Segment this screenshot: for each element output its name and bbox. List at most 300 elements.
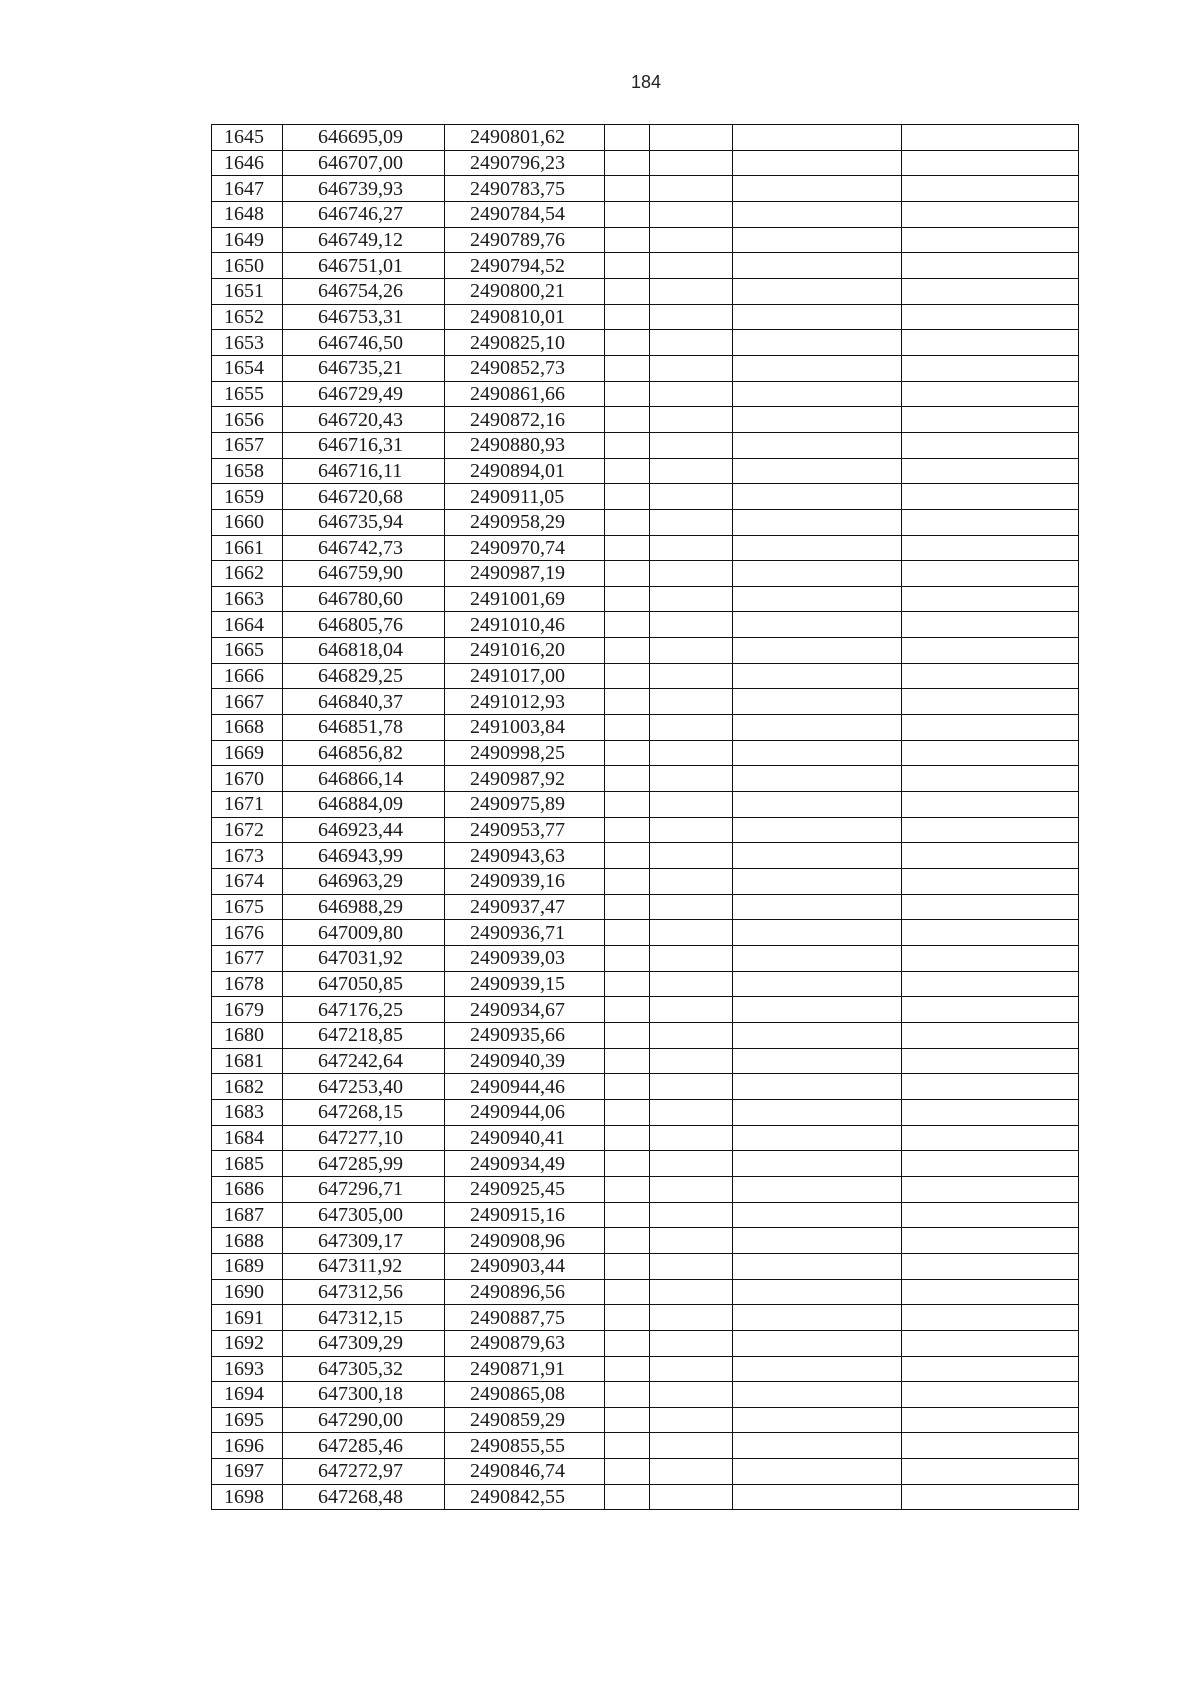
empty-cell xyxy=(605,458,650,484)
y-coordinate-cell: 2490880,93 xyxy=(445,432,605,458)
table-row xyxy=(212,125,1079,151)
x-coordinate-cell: 647031,92 xyxy=(283,946,445,972)
empty-cell xyxy=(733,561,902,587)
x-coordinate-cell: 647309,17 xyxy=(283,1228,445,1254)
empty-cell xyxy=(650,1407,733,1433)
empty-cell xyxy=(650,432,733,458)
empty-cell xyxy=(605,766,650,792)
empty-cell xyxy=(902,227,1079,253)
point-number-cell: 1646 xyxy=(212,150,283,176)
empty-cell xyxy=(650,792,733,818)
empty-cell xyxy=(650,484,733,510)
table-row xyxy=(212,1048,1079,1074)
empty-cell xyxy=(902,1151,1079,1177)
y-coordinate-cell: 2490915,16 xyxy=(445,1202,605,1228)
y-coordinate-cell: 2491001,69 xyxy=(445,586,605,612)
y-coordinate-cell: 2490794,52 xyxy=(445,253,605,279)
empty-cell xyxy=(733,1151,902,1177)
empty-cell xyxy=(733,689,902,715)
y-coordinate-cell: 2490800,21 xyxy=(445,278,605,304)
point-number-cell: 1684 xyxy=(212,1125,283,1151)
empty-cell xyxy=(733,1356,902,1382)
empty-cell xyxy=(902,663,1079,689)
x-coordinate-cell: 647285,46 xyxy=(283,1433,445,1459)
x-coordinate-cell: 646884,09 xyxy=(283,792,445,818)
empty-cell xyxy=(733,432,902,458)
point-number-cell: 1651 xyxy=(212,278,283,304)
empty-cell xyxy=(605,125,650,151)
y-coordinate-cell: 2490936,71 xyxy=(445,920,605,946)
empty-cell xyxy=(650,201,733,227)
table-row xyxy=(212,1433,1079,1459)
empty-cell xyxy=(650,535,733,561)
empty-cell xyxy=(902,1074,1079,1100)
y-coordinate-cell: 2490944,06 xyxy=(445,1099,605,1125)
point-number-cell: 1696 xyxy=(212,1433,283,1459)
empty-cell xyxy=(733,407,902,433)
empty-cell xyxy=(650,407,733,433)
empty-cell xyxy=(605,1330,650,1356)
empty-cell xyxy=(902,125,1079,151)
table-row xyxy=(212,689,1079,715)
table-row xyxy=(212,663,1079,689)
point-number-cell: 1656 xyxy=(212,407,283,433)
empty-cell xyxy=(902,535,1079,561)
point-number-cell: 1668 xyxy=(212,715,283,741)
empty-cell xyxy=(605,1484,650,1510)
point-number-cell: 1693 xyxy=(212,1356,283,1382)
table-row xyxy=(212,1305,1079,1331)
empty-cell xyxy=(733,946,902,972)
table-row xyxy=(212,201,1079,227)
empty-cell xyxy=(650,586,733,612)
empty-cell xyxy=(650,997,733,1023)
point-number-cell: 1697 xyxy=(212,1459,283,1485)
x-coordinate-cell: 646943,99 xyxy=(283,843,445,869)
empty-cell xyxy=(902,1022,1079,1048)
empty-cell xyxy=(733,1176,902,1202)
empty-cell xyxy=(733,740,902,766)
x-coordinate-cell: 647311,92 xyxy=(283,1253,445,1279)
empty-cell xyxy=(605,1459,650,1485)
x-coordinate-cell: 646963,29 xyxy=(283,869,445,895)
y-coordinate-cell: 2490896,56 xyxy=(445,1279,605,1305)
empty-cell xyxy=(605,971,650,997)
empty-cell xyxy=(605,176,650,202)
x-coordinate-cell: 647305,00 xyxy=(283,1202,445,1228)
empty-cell xyxy=(902,1176,1079,1202)
x-coordinate-cell: 646818,04 xyxy=(283,638,445,664)
empty-cell xyxy=(650,125,733,151)
table-row xyxy=(212,304,1079,330)
empty-cell xyxy=(902,1228,1079,1254)
empty-cell xyxy=(733,330,902,356)
empty-cell xyxy=(902,997,1079,1023)
table-row xyxy=(212,1202,1079,1228)
y-coordinate-cell: 2490925,45 xyxy=(445,1176,605,1202)
table-row xyxy=(212,535,1079,561)
empty-cell xyxy=(605,330,650,356)
empty-cell xyxy=(605,1228,650,1254)
empty-cell xyxy=(733,1382,902,1408)
point-number-cell: 1695 xyxy=(212,1407,283,1433)
table-row xyxy=(212,920,1079,946)
empty-cell xyxy=(650,1228,733,1254)
empty-cell xyxy=(733,792,902,818)
empty-cell xyxy=(650,1433,733,1459)
table-row xyxy=(212,715,1079,741)
table-row xyxy=(212,458,1079,484)
point-number-cell: 1692 xyxy=(212,1330,283,1356)
empty-cell xyxy=(902,561,1079,587)
empty-cell xyxy=(733,971,902,997)
empty-cell xyxy=(902,1459,1079,1485)
empty-cell xyxy=(902,740,1079,766)
y-coordinate-cell: 2490970,74 xyxy=(445,535,605,561)
table-row xyxy=(212,766,1079,792)
point-number-cell: 1671 xyxy=(212,792,283,818)
empty-cell xyxy=(733,1279,902,1305)
x-coordinate-cell: 647290,00 xyxy=(283,1407,445,1433)
empty-cell xyxy=(605,894,650,920)
empty-cell xyxy=(902,843,1079,869)
empty-cell xyxy=(733,843,902,869)
point-number-cell: 1659 xyxy=(212,484,283,510)
x-coordinate-cell: 647277,10 xyxy=(283,1125,445,1151)
x-coordinate-cell: 646851,78 xyxy=(283,715,445,741)
coordinates-table xyxy=(211,124,1079,1510)
table-row xyxy=(212,432,1079,458)
y-coordinate-cell: 2490865,08 xyxy=(445,1382,605,1408)
empty-cell xyxy=(650,663,733,689)
empty-cell xyxy=(733,1202,902,1228)
empty-cell xyxy=(605,638,650,664)
empty-cell xyxy=(605,484,650,510)
empty-cell xyxy=(650,946,733,972)
empty-cell xyxy=(902,1279,1079,1305)
y-coordinate-cell: 2490944,46 xyxy=(445,1074,605,1100)
y-coordinate-cell: 2490934,49 xyxy=(445,1151,605,1177)
empty-cell xyxy=(605,1022,650,1048)
table-row xyxy=(212,509,1079,535)
x-coordinate-cell: 647009,80 xyxy=(283,920,445,946)
empty-cell xyxy=(605,1074,650,1100)
y-coordinate-cell: 2490887,75 xyxy=(445,1305,605,1331)
empty-cell xyxy=(902,920,1079,946)
empty-cell xyxy=(650,740,733,766)
x-coordinate-cell: 647268,48 xyxy=(283,1484,445,1510)
table-row xyxy=(212,946,1079,972)
empty-cell xyxy=(733,1022,902,1048)
x-coordinate-cell: 647050,85 xyxy=(283,971,445,997)
empty-cell xyxy=(733,894,902,920)
empty-cell xyxy=(605,689,650,715)
empty-cell xyxy=(902,1099,1079,1125)
empty-cell xyxy=(650,304,733,330)
empty-cell xyxy=(650,715,733,741)
empty-cell xyxy=(650,894,733,920)
point-number-cell: 1682 xyxy=(212,1074,283,1100)
empty-cell xyxy=(733,1330,902,1356)
empty-cell xyxy=(902,150,1079,176)
empty-cell xyxy=(650,509,733,535)
empty-cell xyxy=(605,561,650,587)
table-row xyxy=(212,612,1079,638)
table-row xyxy=(212,1382,1079,1408)
table-row xyxy=(212,1176,1079,1202)
y-coordinate-cell: 2490939,03 xyxy=(445,946,605,972)
empty-cell xyxy=(733,817,902,843)
point-number-cell: 1654 xyxy=(212,355,283,381)
empty-cell xyxy=(733,920,902,946)
point-number-cell: 1670 xyxy=(212,766,283,792)
empty-cell xyxy=(650,1356,733,1382)
y-coordinate-cell: 2491010,46 xyxy=(445,612,605,638)
point-number-cell: 1663 xyxy=(212,586,283,612)
empty-cell xyxy=(650,971,733,997)
empty-cell xyxy=(650,1253,733,1279)
empty-cell xyxy=(605,1151,650,1177)
empty-cell xyxy=(605,150,650,176)
empty-cell xyxy=(605,663,650,689)
point-number-cell: 1674 xyxy=(212,869,283,895)
table-row xyxy=(212,1074,1079,1100)
empty-cell xyxy=(902,509,1079,535)
empty-cell xyxy=(902,330,1079,356)
empty-cell xyxy=(605,1407,650,1433)
empty-cell xyxy=(902,1048,1079,1074)
empty-cell xyxy=(605,1048,650,1074)
point-number-cell: 1678 xyxy=(212,971,283,997)
y-coordinate-cell: 2490940,39 xyxy=(445,1048,605,1074)
empty-cell xyxy=(733,150,902,176)
empty-cell xyxy=(733,176,902,202)
empty-cell xyxy=(650,1022,733,1048)
empty-cell xyxy=(902,432,1079,458)
empty-cell xyxy=(650,561,733,587)
empty-cell xyxy=(902,381,1079,407)
point-number-cell: 1650 xyxy=(212,253,283,279)
empty-cell xyxy=(902,1253,1079,1279)
table-row xyxy=(212,355,1079,381)
table-row xyxy=(212,1459,1079,1485)
empty-cell xyxy=(650,330,733,356)
empty-cell xyxy=(902,1202,1079,1228)
point-number-cell: 1694 xyxy=(212,1382,283,1408)
y-coordinate-cell: 2490855,55 xyxy=(445,1433,605,1459)
table-row xyxy=(212,484,1079,510)
x-coordinate-cell: 647296,71 xyxy=(283,1176,445,1202)
point-number-cell: 1648 xyxy=(212,201,283,227)
page-number: 184 xyxy=(630,72,662,92)
table-row xyxy=(212,843,1079,869)
empty-cell xyxy=(605,1176,650,1202)
x-coordinate-cell: 646720,68 xyxy=(283,484,445,510)
empty-cell xyxy=(650,458,733,484)
point-number-cell: 1661 xyxy=(212,535,283,561)
empty-cell xyxy=(605,612,650,638)
empty-cell xyxy=(605,869,650,895)
empty-cell xyxy=(733,715,902,741)
table-row xyxy=(212,740,1079,766)
x-coordinate-cell: 646729,49 xyxy=(283,381,445,407)
empty-cell xyxy=(650,278,733,304)
empty-cell xyxy=(650,381,733,407)
table-row xyxy=(212,1330,1079,1356)
empty-cell xyxy=(733,304,902,330)
empty-cell xyxy=(605,1279,650,1305)
table-row xyxy=(212,1228,1079,1254)
table-row xyxy=(212,971,1079,997)
empty-cell xyxy=(733,484,902,510)
x-coordinate-cell: 646988,29 xyxy=(283,894,445,920)
empty-cell xyxy=(605,740,650,766)
point-number-cell: 1675 xyxy=(212,894,283,920)
empty-cell xyxy=(733,663,902,689)
empty-cell xyxy=(902,766,1079,792)
x-coordinate-cell: 646780,60 xyxy=(283,586,445,612)
empty-cell xyxy=(902,484,1079,510)
table-row xyxy=(212,176,1079,202)
table-row xyxy=(212,1125,1079,1151)
table-row xyxy=(212,997,1079,1023)
empty-cell xyxy=(902,946,1079,972)
table-row xyxy=(212,1356,1079,1382)
empty-cell xyxy=(605,1099,650,1125)
y-coordinate-cell: 2490784,54 xyxy=(445,201,605,227)
y-coordinate-cell: 2490937,47 xyxy=(445,894,605,920)
point-number-cell: 1672 xyxy=(212,817,283,843)
x-coordinate-cell: 647176,25 xyxy=(283,997,445,1023)
empty-cell xyxy=(733,1407,902,1433)
table-row xyxy=(212,1099,1079,1125)
y-coordinate-cell: 2490872,16 xyxy=(445,407,605,433)
y-coordinate-cell: 2490894,01 xyxy=(445,458,605,484)
x-coordinate-cell: 646749,12 xyxy=(283,227,445,253)
empty-cell xyxy=(733,509,902,535)
empty-cell xyxy=(605,997,650,1023)
empty-cell xyxy=(650,920,733,946)
x-coordinate-cell: 647300,18 xyxy=(283,1382,445,1408)
empty-cell xyxy=(605,355,650,381)
x-coordinate-cell: 646751,01 xyxy=(283,253,445,279)
empty-cell xyxy=(902,1433,1079,1459)
empty-cell xyxy=(733,535,902,561)
y-coordinate-cell: 2491012,93 xyxy=(445,689,605,715)
y-coordinate-cell: 2490879,63 xyxy=(445,1330,605,1356)
x-coordinate-cell: 646707,00 xyxy=(283,150,445,176)
x-coordinate-cell: 646866,14 xyxy=(283,766,445,792)
empty-cell xyxy=(605,253,650,279)
y-coordinate-cell: 2490801,62 xyxy=(445,125,605,151)
point-number-cell: 1688 xyxy=(212,1228,283,1254)
empty-cell xyxy=(650,638,733,664)
empty-cell xyxy=(733,1099,902,1125)
empty-cell xyxy=(902,1330,1079,1356)
y-coordinate-cell: 2490943,63 xyxy=(445,843,605,869)
empty-cell xyxy=(733,227,902,253)
empty-cell xyxy=(902,817,1079,843)
y-coordinate-cell: 2490796,23 xyxy=(445,150,605,176)
empty-cell xyxy=(733,458,902,484)
empty-cell xyxy=(605,381,650,407)
y-coordinate-cell: 2490842,55 xyxy=(445,1484,605,1510)
y-coordinate-cell: 2490846,74 xyxy=(445,1459,605,1485)
point-number-cell: 1669 xyxy=(212,740,283,766)
empty-cell xyxy=(902,586,1079,612)
table-body xyxy=(212,125,1079,1510)
point-number-cell: 1664 xyxy=(212,612,283,638)
table-row xyxy=(212,792,1079,818)
point-number-cell: 1647 xyxy=(212,176,283,202)
x-coordinate-cell: 647312,15 xyxy=(283,1305,445,1331)
x-coordinate-cell: 646742,73 xyxy=(283,535,445,561)
y-coordinate-cell: 2491003,84 xyxy=(445,715,605,741)
empty-cell xyxy=(902,792,1079,818)
x-coordinate-cell: 646753,31 xyxy=(283,304,445,330)
y-coordinate-cell: 2490934,67 xyxy=(445,997,605,1023)
x-coordinate-cell: 646739,93 xyxy=(283,176,445,202)
empty-cell xyxy=(650,1176,733,1202)
point-number-cell: 1673 xyxy=(212,843,283,869)
empty-cell xyxy=(733,869,902,895)
empty-cell xyxy=(902,894,1079,920)
empty-cell xyxy=(650,1382,733,1408)
y-coordinate-cell: 2490789,76 xyxy=(445,227,605,253)
point-number-cell: 1698 xyxy=(212,1484,283,1510)
empty-cell xyxy=(650,843,733,869)
x-coordinate-cell: 646754,26 xyxy=(283,278,445,304)
y-coordinate-cell: 2490975,89 xyxy=(445,792,605,818)
empty-cell xyxy=(902,1356,1079,1382)
point-number-cell: 1657 xyxy=(212,432,283,458)
x-coordinate-cell: 646716,11 xyxy=(283,458,445,484)
x-coordinate-cell: 647309,29 xyxy=(283,1330,445,1356)
empty-cell xyxy=(650,227,733,253)
empty-cell xyxy=(733,253,902,279)
empty-cell xyxy=(902,253,1079,279)
empty-cell xyxy=(605,1253,650,1279)
empty-cell xyxy=(650,355,733,381)
y-coordinate-cell: 2490903,44 xyxy=(445,1253,605,1279)
empty-cell xyxy=(733,766,902,792)
empty-cell xyxy=(650,766,733,792)
y-coordinate-cell: 2490783,75 xyxy=(445,176,605,202)
empty-cell xyxy=(650,869,733,895)
point-number-cell: 1677 xyxy=(212,946,283,972)
x-coordinate-cell: 646716,31 xyxy=(283,432,445,458)
empty-cell xyxy=(605,432,650,458)
point-number-cell: 1665 xyxy=(212,638,283,664)
x-coordinate-cell: 646840,37 xyxy=(283,689,445,715)
empty-cell xyxy=(733,612,902,638)
table-row xyxy=(212,869,1079,895)
empty-cell xyxy=(733,1305,902,1331)
empty-cell xyxy=(605,792,650,818)
empty-cell xyxy=(605,817,650,843)
empty-cell xyxy=(902,1125,1079,1151)
y-coordinate-cell: 2490852,73 xyxy=(445,355,605,381)
y-coordinate-cell: 2490810,01 xyxy=(445,304,605,330)
empty-cell xyxy=(733,1228,902,1254)
empty-cell xyxy=(733,997,902,1023)
empty-cell xyxy=(733,201,902,227)
table-row xyxy=(212,1022,1079,1048)
y-coordinate-cell: 2490861,66 xyxy=(445,381,605,407)
y-coordinate-cell: 2490987,92 xyxy=(445,766,605,792)
empty-cell xyxy=(902,715,1079,741)
x-coordinate-cell: 646695,09 xyxy=(283,125,445,151)
